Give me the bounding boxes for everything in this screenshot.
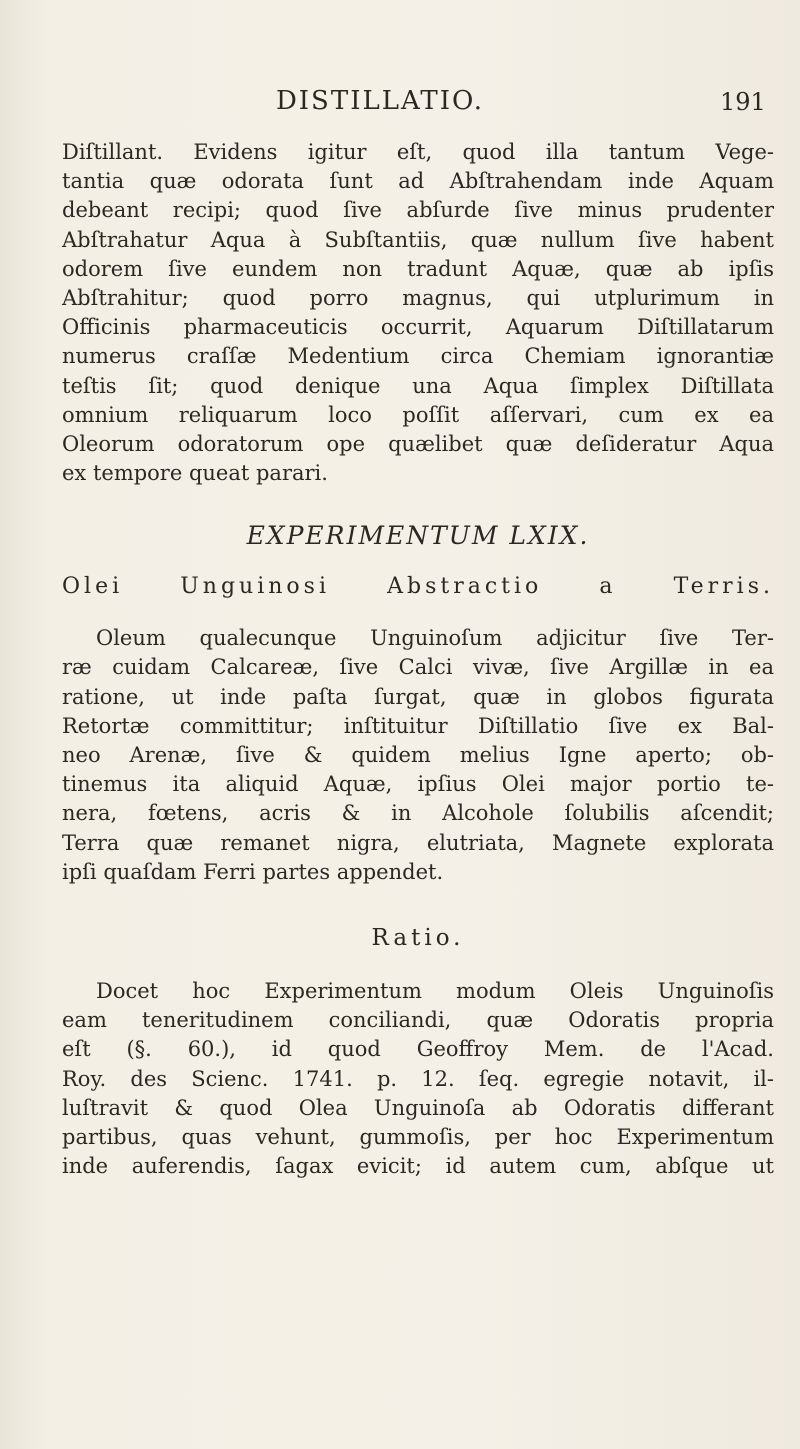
section-title: Olei Unguinosi Abstractio a Terris.	[62, 574, 774, 600]
text-line: nera, fœtens, acris & in Alcohole ſolubilis aſcendit;	[62, 801, 774, 826]
text-line: luſtravit & quod Olea Unguinoſa ab Odoratis differant	[62, 1095, 774, 1120]
text-line: eſt (§. 60.), id quod Geoffroy Mem. de l'Acad.	[62, 1037, 774, 1062]
text-line: Abſtrahatur Aqua à Subſtantiis, quæ nullum ſive habent	[62, 227, 774, 252]
paragraph-2	[62, 624, 774, 887]
text-line: Roy. des Scienc. 1741. p. 12. ſeq. egregie notavit, il-	[62, 1066, 774, 1091]
text-line: teſtis ſit; quod denique una Aqua ſimplex Diſtillata	[62, 373, 774, 398]
text-line: Diſtillant. Evidens igitur eſt, quod illa tantum Vege-	[62, 140, 774, 164]
experiment-title: EXPERIMENTUM LXIX.	[246, 521, 590, 551]
text-line: ræ cuidam Calcareæ, ſive Calci vivæ, ſive Argillæ in ea	[62, 655, 774, 680]
text-line: odorem ſive eundem non tradunt Aquæ, quæ ab ipſis	[62, 256, 774, 281]
text-line: ipſi quaſdam Ferri partes appendet.	[62, 859, 444, 884]
text-line: omnium reliquarum loco poſſit aſſervari, cum ex ea	[62, 402, 774, 427]
text-line: inde auferendis, ſagax evicit; id autem cum, abſque ut	[62, 1154, 774, 1179]
text-line: ex tempore queat parari.	[62, 461, 328, 486]
text-line: Retortæ committitur; inſtituitur Diſtillatio ſive ex Bal-	[62, 713, 774, 738]
paragraph-3	[62, 977, 774, 1181]
text-line: tinemus ita aliquid Aquæ, ipſius Olei major portio te-	[62, 772, 774, 797]
text-line: partibus, quas vehunt, gummoſis, per hoc Experimentum	[62, 1124, 774, 1149]
running-title: DISTILLATIO.	[275, 86, 485, 116]
text-line: numerus craſſæ Medentium circa Chemiam ignorantiæ	[62, 344, 774, 369]
page-number: 191	[720, 88, 766, 116]
text-line: Oleum qualecunque Unguinoſum adjicitur ſive Ter-	[96, 626, 774, 651]
ratio-title: Ratio.	[371, 924, 465, 951]
text-line: Docet hoc Experimentum modum Oleis Unguinoſis	[96, 978, 774, 1003]
text-line: Terra quæ remanet nigra, elutriata, Magnete explorata	[62, 830, 774, 855]
text-line: tantia quæ odorata ſunt ad Abſtrahendam inde Aquam	[62, 169, 774, 194]
text-line: debeant recipi; quod ſive abſurde ſive minus prudenter	[62, 198, 774, 223]
paragraph-1	[62, 138, 774, 488]
text-line: Officinis pharmaceuticis occurrit, Aquarum Diſtillatarum	[62, 315, 774, 340]
text-line: eam teneritudinem conciliandi, quæ Odoratis propria	[62, 1008, 774, 1033]
text-line: Oleorum odoratorum ope quælibet quæ deſideratur Aqua	[62, 431, 774, 456]
text-line: neo Arenæ, ſive & quidem melius Igne aperto; ob-	[62, 743, 774, 767]
text-line: Abſtrahitur; quod porro magnus, qui utplurimum in	[62, 285, 774, 310]
text-line: ratione, ut inde paſta ſurgat, quæ in globos figurata	[62, 684, 774, 709]
body-text	[62, 138, 774, 1181]
page-header	[0, 86, 800, 126]
